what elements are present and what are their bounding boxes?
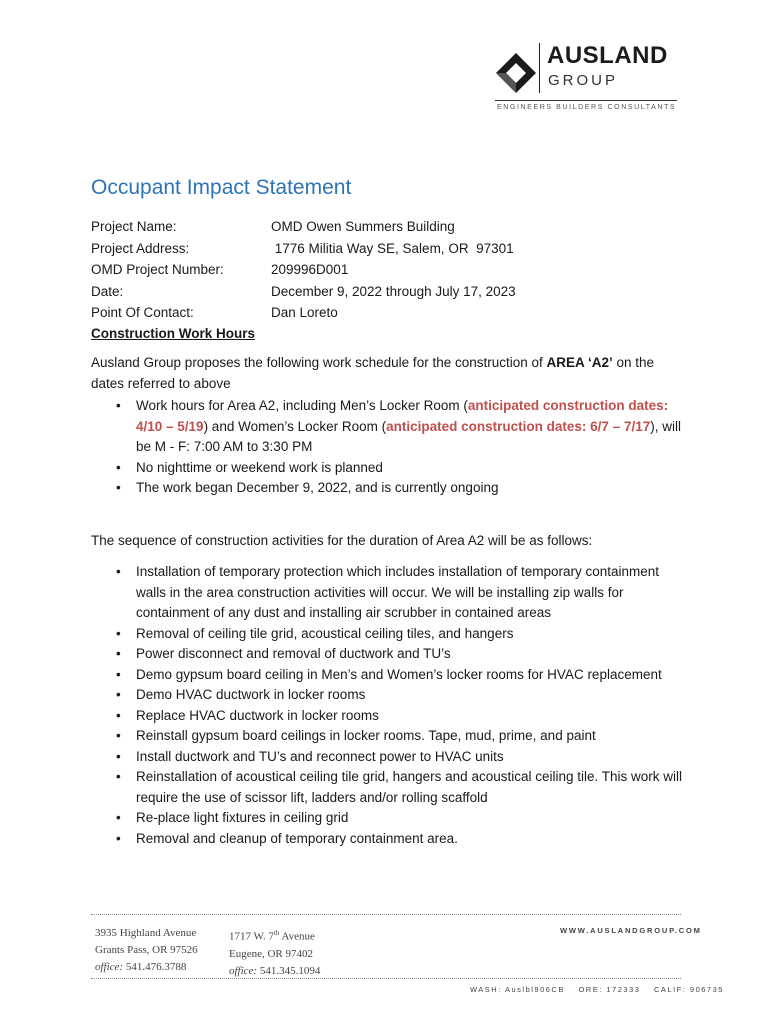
list-item: • Installation of temporary protection which includes installation of temporary containment walls in the area construction activities will occur. We will be installing zip walls for containment of any dust and installing air scrubber in contained areas (91, 562, 691, 624)
logo-tagline: ENGINEERS BUILDERS CONSULTANTS (497, 104, 677, 111)
info-value: 209996D001 (271, 262, 349, 277)
street-sup: th (273, 929, 280, 937)
logo-rule (495, 100, 677, 101)
bullet-text: ) and Women’s Locker Room ( (203, 418, 387, 434)
list-item: • Install ductwork and TU’s and reconnect power to HVAC units (91, 747, 691, 768)
sequence-list (91, 562, 691, 849)
street-text-end: Avenue (279, 930, 315, 943)
ausland-diamond-icon (495, 52, 537, 94)
phone-number: 541.476.3788 (125, 961, 187, 973)
project-info-row (91, 238, 516, 260)
office-address-grants-pass (95, 925, 198, 976)
intro-text-end: on the dates referred to above (91, 355, 655, 391)
area-label: AREA ‘A2’ (546, 355, 613, 370)
sequence-intro: The sequence of construction activities for the duration of Area A2 will be as follows: (91, 533, 593, 548)
logo-group: GROUP (548, 72, 619, 89)
website-link[interactable]: WWW.AUSLANDGROUP.COM (560, 926, 702, 935)
footer-divider (91, 914, 681, 915)
work-hours-intro (91, 353, 681, 394)
info-value: Dan Loreto (271, 305, 338, 320)
office-city: Grants Pass, OR 97526 (95, 944, 198, 956)
project-info-row (91, 216, 516, 238)
info-label: Project Name: (91, 219, 177, 234)
info-value: 1776 Militia Way SE, Salem, OR 97301 (271, 240, 514, 256)
info-label: Point Of Contact: (91, 305, 194, 320)
office-address-eugene (229, 925, 320, 980)
office-street (229, 925, 320, 946)
list-item: • Power disconnect and removal of ductwork and TU’s (91, 644, 691, 665)
phone-label: office: (229, 964, 258, 977)
list-item: • Demo HVAC ductwork in locker rooms (91, 685, 691, 706)
work-hours-list (91, 396, 691, 499)
list-item: • Demo gypsum board ceiling in Men’s and Women’s locker rooms for HVAC replacement (91, 665, 691, 686)
work-hours-heading: Construction Work Hours (91, 326, 256, 341)
list-item (91, 396, 691, 458)
office-street: 3935 Highland Avenue (95, 927, 197, 939)
intro-text: Ausland Group proposes the following work schedule for the construction of (91, 355, 547, 370)
list-item: • No nighttime or weekend work is planned (91, 458, 691, 479)
bullet-text: Work hours for Area A2, including Men’s Locker Room ( (136, 398, 468, 413)
footer-divider-bottom (91, 978, 681, 979)
office-phone (95, 959, 198, 976)
logo-brand: AUSLAND (547, 42, 668, 69)
license-calif: CALIF: 906735 (653, 985, 724, 994)
womens-dates: anticipated construction dates: 6/7 – 7/17 (386, 418, 651, 434)
list-item: • Reinstallation of acoustical ceiling tile grid, hangers and acoustical ceiling tile. This work will require the use of scissor lift, ladders and/or rolling scaffold (91, 767, 691, 808)
list-item: • Removal and cleanup of temporary containment area. (91, 829, 691, 850)
info-label: Project Address: (91, 240, 190, 256)
info-label: Date: (91, 283, 124, 299)
license-numbers (470, 985, 724, 994)
street-text: 1717 W. 7 (229, 930, 274, 943)
license-wash: WASH: Auslbl906CB (470, 985, 565, 994)
info-value: December 9, 2022 through July 17, 2023 (271, 283, 516, 299)
mens-dates: anticipated construction dates: 4/10 – 5/19 (136, 398, 669, 434)
list-item: • Replace HVAC ductwork in locker rooms (91, 706, 691, 727)
page-title: Occupant Impact Statement (91, 176, 352, 199)
info-label: OMD Project Number: (91, 262, 224, 277)
phone-number: 541.345.1094 (259, 964, 321, 977)
office-city: Eugene, OR 97402 (229, 947, 314, 960)
list-item: • Re-place light fixtures in ceiling grid (91, 808, 691, 829)
phone-label: office: (95, 961, 124, 973)
project-info-row (91, 281, 516, 303)
logo-divider (539, 43, 540, 93)
company-logo (495, 40, 685, 115)
license-ore: ORE: 172333 (578, 985, 641, 994)
list-item: • Reinstall gypsum board ceilings in locker rooms. Tape, mud, prime, and paint (91, 726, 691, 747)
project-info-row (91, 302, 516, 324)
info-value: OMD Owen Summers Building (271, 219, 455, 234)
list-item: • The work began December 9, 2022, and is currently ongoing (91, 478, 691, 499)
project-info (91, 216, 516, 324)
project-info-row (91, 259, 516, 281)
bullet-text: ), will be M - F: 7:00 AM to 3:30 PM (136, 418, 681, 454)
list-item: • Removal of ceiling tile grid, acoustical ceiling tiles, and hangers (91, 624, 691, 645)
